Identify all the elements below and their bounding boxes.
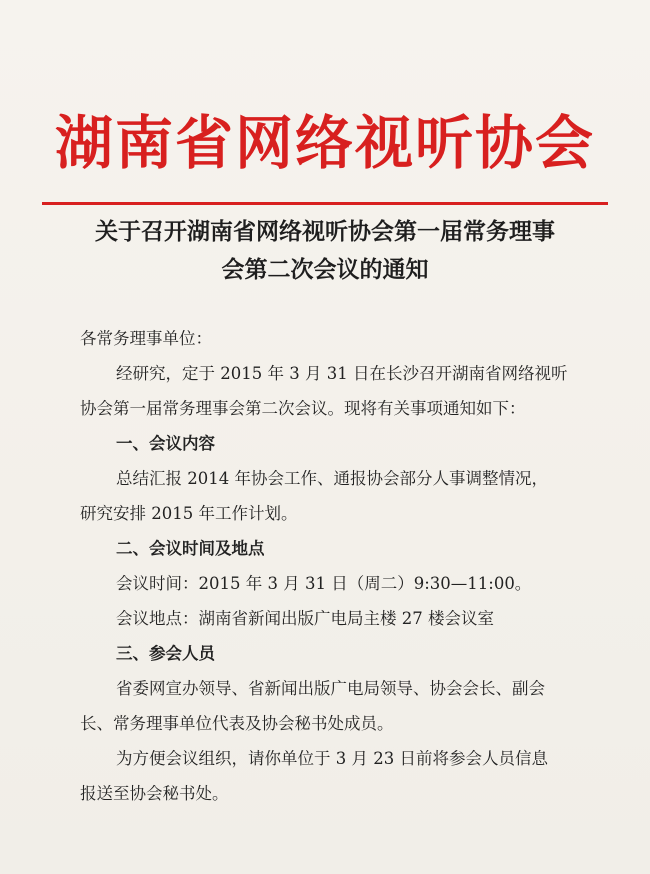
document-title-line-1: 关于召开湖南省网络视听协会第一届常务理事 — [95, 219, 555, 245]
closing-line-1: 为方便会议组织，请你单位于 3 月 23 日前将参会人员信息 — [116, 749, 548, 768]
letterhead-divider — [42, 202, 608, 205]
closing-line-2: 报送至协会秘书处。 — [80, 784, 229, 803]
meeting-time: 会议时间：2015 年 3 月 31 日（周二）9:30—11:00。 — [116, 574, 532, 593]
intro-line-1: 经研究，定于 2015 年 3 月 31 日在长沙召开湖南省网络视听 — [116, 364, 568, 383]
intro-line-2: 协会第一届常务理事会第二次会议。现将有关事项通知如下： — [80, 399, 526, 418]
section-1-line-1: 总结汇报 2014 年协会工作、通报协会部分人事调整情况， — [116, 469, 548, 488]
document-title — [40, 213, 610, 289]
section-1-heading: 一、会议内容 — [116, 434, 215, 453]
salutation: 各常务理事单位： — [80, 329, 212, 348]
section-2-heading: 二、会议时间及地点 — [116, 539, 265, 558]
section-1-line-2: 研究安排 2015 年工作计划。 — [80, 504, 298, 523]
meeting-place: 会议地点：湖南省新闻出版广电局主楼 27 楼会议室 — [116, 609, 494, 628]
section-3-heading: 三、参会人员 — [116, 644, 215, 663]
section-3-line-2: 长、常务理事单位代表及协会秘书处成员。 — [80, 714, 394, 733]
organization-letterhead: 湖南省网络视听协会 — [54, 109, 595, 177]
section-3-line-1: 省委网宣办领导、省新闻出版广电局领导、协会会长、副会 — [116, 679, 545, 698]
document-title-line-2: 会第二次会议的通知 — [221, 257, 429, 283]
